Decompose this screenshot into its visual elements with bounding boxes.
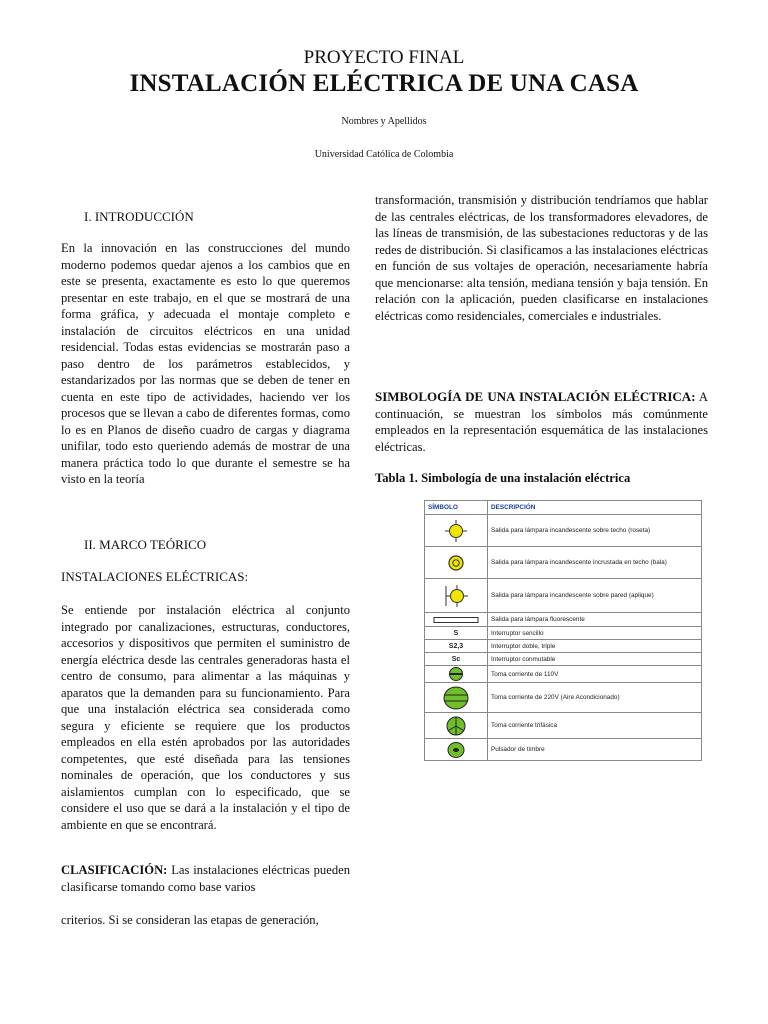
instalaciones-paragraph: Se entiende por instalación eléctrica al conjunto integrado por canalizaciones, estructuras, conductores, accesorios y dispositivos que permiten el suministro de energía eléctrica desde las centrales generadoras hasta el centro de consumo, para alimentar a las máquinas y aparatos que la demanden para su funcionamiento. Para que una instalación eléctrica sea considerada como segura y eficiente se requiere que los productos empleados en ella estén aprobados por las autoridades competentes, que esté diseñada para las tensiones nominales de operación, que los conductores y sus aislamientos cumplan con lo especificado, que se considere el uso que se dará a la instalación y el tipo de ambiente en que se encontrará. <box>61 603 350 832</box>
outlet-threephase-icon <box>445 715 467 737</box>
outlet-220v-icon <box>441 685 471 711</box>
ceiling-lamp-icon <box>441 520 471 542</box>
table-row <box>425 653 702 666</box>
simbologia-text: A continuación, se muestran los símbolos más comúnmente empleados en la representación esquemática de las instalaciones eléctricas. <box>375 390 708 454</box>
document-title: INSTALACIÓN ELÉCTRICA DE UNA CASA <box>129 70 639 97</box>
criterios-paragraph: criterios. Si se consideran las etapas de generación, <box>61 913 319 927</box>
symbol-label: S2,3 <box>425 640 488 653</box>
outlet-110v-icon <box>448 666 464 682</box>
symbol-description: Interruptor doble, triple <box>488 640 702 653</box>
table-row <box>425 613 702 627</box>
wall-lamp-icon <box>441 584 471 608</box>
university-line: Universidad Católica de Colombia <box>314 149 454 160</box>
intro-heading: I. INTRODUCCIÓN <box>84 209 194 224</box>
clasificacion-continuation: transformación, transmisión y distribución tendríamos que hablar de las centrales eléctricas, de los transformadores elevadores, de las líneas de transmisión, de las subestaciones reductoras y de las redes de distribución. Si clasificamos a las instalaciones eléctricas en función de sus voltajes de operación, necesariamente habría que mencionarse: alta tensión, mediana tensión y baja tensión. En relación con la aplicación, pueden clasificarse en instalaciones eléctricas como residenciales, comerciales e industriales. <box>375 193 708 323</box>
table-row <box>425 683 702 713</box>
description-column-header: DESCRIPCIÓN <box>488 501 702 515</box>
simbologia-paragraph <box>375 389 708 455</box>
doorbell-button-icon <box>446 741 466 759</box>
symbol-description: Toma corriente de 220V (Aire Acondicionado) <box>488 683 702 713</box>
symbol-description: Salida para lámpara fluorescente <box>488 613 702 627</box>
project-label: PROYECTO FINAL <box>303 47 465 68</box>
symbol-description: Toma corriente de 110V <box>488 666 702 683</box>
table-header-row <box>425 501 702 515</box>
table-row <box>425 739 702 761</box>
symbol-label: Sc <box>425 653 488 666</box>
clasificacion-paragraph <box>61 862 350 895</box>
authors-line: Nombres y Apellidos <box>341 116 427 127</box>
table-row <box>425 640 702 653</box>
table-row <box>425 547 702 579</box>
table-row <box>425 579 702 613</box>
symbol-description: Interruptor sencillo <box>488 627 702 640</box>
clasificacion-label: CLASIFICACIÓN: <box>61 863 168 877</box>
instalaciones-heading: INSTALACIONES ELÉCTRICAS: <box>61 569 249 584</box>
symbol-description: Toma corriente trifásica <box>488 713 702 739</box>
symbol-column-header: SÍMBOLO <box>425 501 488 515</box>
fluorescent-lamp-icon <box>433 616 479 624</box>
recessed-lamp-icon <box>446 553 466 573</box>
table-row <box>425 627 702 640</box>
symbol-label: S <box>425 627 488 640</box>
clasificacion-text: Las instalaciones eléctricas pueden clasificarse tomando como base varios <box>61 863 350 894</box>
symbol-description: Interruptor conmutable <box>488 653 702 666</box>
table-row <box>425 666 702 683</box>
marco-heading: II. MARCO TEÓRICO <box>84 537 207 552</box>
table-row <box>425 713 702 739</box>
symbol-description: Salida para lámpara incandescente incrustada en techo (bala) <box>488 547 702 579</box>
symbol-description: Salida para lámpara incandescente sobre pared (aplique) <box>488 579 702 613</box>
intro-paragraph: En la innovación en las construcciones del mundo moderno podemos quedar ajenos a los cambios que en este se presenta, exactamente es esto lo que queremos presentar en este trabajo, en el que se mostrará de una forma gráfica, y adecuada el montaje completo e instalación de circuitos eléctricos en una unidad residencial. Todas estas evidencias se mostrarán paso a paso dentro de los parámetros establecidos, y estandarizados por las normas que se deben de tener en cuenta en este tipo de actividades, haciendo ver los procesos que se llevan a cabo de diferentes formas, como lo es en Planos de diseño cuadro de cargas y diagrama unifilar, todo esto queriendo además de mostrar de una manera práctica todo lo que durante el semestre se ha visto en la teoría <box>61 241 350 486</box>
symbol-description: Pulsador de timbre <box>488 739 702 761</box>
table-caption: Tabla 1. Simbología de una instalación eléctrica <box>375 471 631 485</box>
symbol-description: Salida para lámpara incandescente sobre techo (roseta) <box>488 515 702 547</box>
symbol-table <box>424 500 702 761</box>
table-row <box>425 515 702 547</box>
simbologia-label: SIMBOLOGÍA DE UNA INSTALACIÓN ELÉCTRICA: <box>375 389 696 404</box>
